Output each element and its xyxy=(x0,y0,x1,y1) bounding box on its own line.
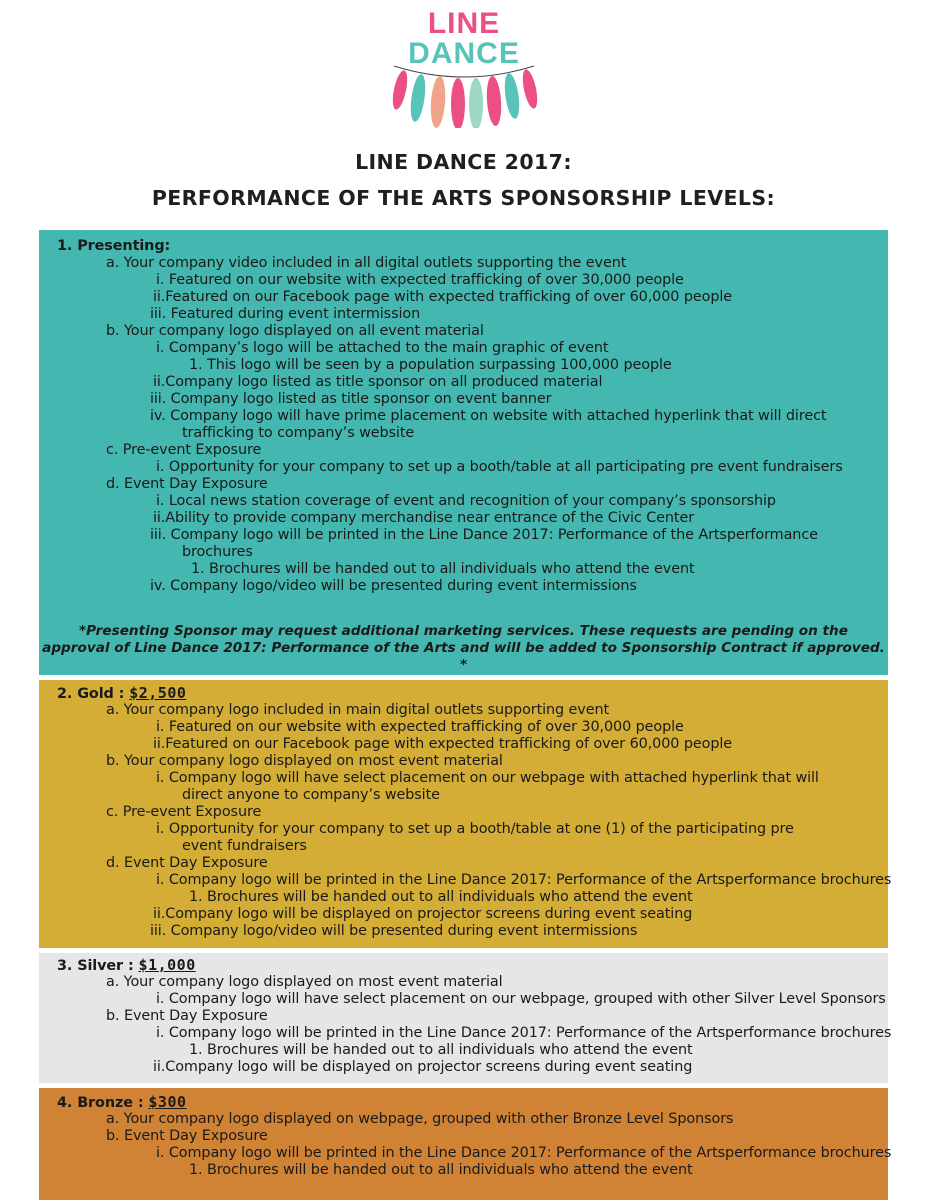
presenting-item: 1. This logo will be seen by a population surpassing 100,000 people xyxy=(189,357,672,373)
page-title-line-2: PERFORMANCE OF THE ARTS SPONSORSHIP LEVELS: xyxy=(151,186,776,210)
gold-item: b. Your company logo displayed on most event material xyxy=(106,753,503,769)
presenting-heading: 1. Presenting: xyxy=(57,238,171,254)
presenting-item: iii. Company logo listed as title sponsor on event banner xyxy=(150,391,552,407)
silver-item: 1. Brochures will be handed out to all individuals who attend the event xyxy=(189,1042,693,1058)
gold-level-panel xyxy=(39,680,892,948)
silver-item: b. Event Day Exposure xyxy=(106,1008,268,1024)
presenting-item: a. Your company video included in all digital outlets supporting the event xyxy=(106,255,627,271)
silver-level-panel xyxy=(39,953,892,1083)
gold-item: event fundraisers xyxy=(182,838,307,854)
presenting-item: iv. Company logo will have prime placement on website with attached hyperlink that will direct xyxy=(150,408,827,424)
gold-item: i. Featured on our website with expected trafficking of over 30,000 people xyxy=(156,719,684,735)
silver-item: ii.Company logo will be displayed on projector screens during event seating xyxy=(153,1059,693,1075)
gold-item: ii.Featured on our Facebook page with expected trafficking of over 60,000 people xyxy=(153,736,733,752)
bronze-item: 1. Brochures will be handed out to all individuals who attend the event xyxy=(189,1162,693,1178)
bronze-heading-label: 4. Bronze : xyxy=(57,1095,149,1111)
gold-item: a. Your company logo included in main digital outlets supporting event xyxy=(106,702,610,718)
presenting-item: brochures xyxy=(182,544,253,560)
presenting-item: iv. Company logo/video will be presented during event intermissions xyxy=(150,578,637,594)
presenting-item: iii. Featured during event intermission xyxy=(150,306,421,322)
gold-item: d. Event Day Exposure xyxy=(106,855,268,871)
presenting-item: trafficking to company’s website xyxy=(182,425,415,441)
gold-item: ii.Company logo will be displayed on projector screens during event seating xyxy=(153,906,693,922)
presenting-note-line-2: approval of Line Dance 2017: Performance of the Arts and will be added to Sponsorship Contract if approved. * xyxy=(42,640,885,673)
silver-item: i. Company logo will be printed in the Line Dance 2017: Performance of the Artsperformance brochures xyxy=(156,1025,892,1041)
bronze-item: i. Company logo will be printed in the Line Dance 2017: Performance of the Artsperformance brochures xyxy=(156,1145,892,1161)
presenting-item: ii.Company logo listed as title sponsor on all produced material xyxy=(153,374,603,390)
bronze-item: a. Your company logo displayed on webpage, grouped with other Bronze Level Sponsors xyxy=(106,1111,734,1127)
bronze-level-panel xyxy=(39,1088,892,1200)
presenting-item: i. Company’s logo will be attached to the main graphic of event xyxy=(156,340,609,356)
presenting-note-line-1: *Presenting Sponsor may request additional marketing services. These requests are pending on the xyxy=(79,623,848,639)
gold-item: 1. Brochures will be handed out to all individuals who attend the event xyxy=(189,889,693,905)
gold-price: $2,500 xyxy=(129,684,187,702)
presenting-level-panel xyxy=(39,230,888,675)
silver-heading xyxy=(57,957,196,975)
presenting-item: 1. Brochures will be handed out to all individuals who attend the event xyxy=(191,561,695,577)
bronze-item: b. Event Day Exposure xyxy=(106,1128,268,1144)
silver-item: a. Your company logo displayed on most event material xyxy=(106,974,503,990)
logo-line-text: LINE xyxy=(427,7,501,40)
gold-item: i. Company logo will have select placement on our webpage with attached hyperlink that will xyxy=(156,770,819,786)
presenting-item: i. Opportunity for your company to set up a booth/table at all participating pre event fundraisers xyxy=(156,459,843,475)
presenting-item: iii. Company logo will be printed in the Line Dance 2017: Performance of the Artsperformance xyxy=(150,527,818,543)
silver-price: $1,000 xyxy=(138,956,196,974)
gold-item: c. Pre-event Exposure xyxy=(106,804,262,820)
gold-item: iii. Company logo/video will be presented during event intermissions xyxy=(150,923,638,939)
logo-dance-text: DANCE xyxy=(408,37,520,70)
gold-heading xyxy=(57,685,186,703)
gold-item: i. Opportunity for your company to set up a booth/table at one (1) of the participating pre xyxy=(156,821,794,837)
presenting-item: b. Your company logo displayed on all event material xyxy=(106,323,484,339)
gold-item: direct anyone to company’s website xyxy=(182,787,440,803)
line-dance-logo xyxy=(380,6,548,128)
presenting-item: i. Featured on our website with expected trafficking of over 30,000 people xyxy=(156,272,684,288)
page-title-line-1: LINE DANCE 2017: xyxy=(355,150,572,174)
bronze-price: $300 xyxy=(148,1093,187,1111)
gold-item: i. Company logo will be printed in the Line Dance 2017: Performance of the Artsperformance brochures xyxy=(156,872,892,888)
presenting-item: ii.Ability to provide company merchandise near entrance of the Civic Center xyxy=(153,510,695,526)
presenting-item: ii.Featured on our Facebook page with expected trafficking of over 60,000 people xyxy=(153,289,733,305)
presenting-item: d. Event Day Exposure xyxy=(106,476,268,492)
bronze-heading xyxy=(57,1094,187,1112)
silver-heading-label: 3. Silver : xyxy=(57,958,139,974)
silver-item: i. Company logo will have select placement on our webpage, grouped with other Silver Level Sponsors xyxy=(156,991,886,1007)
presenting-item: i. Local news station coverage of event and recognition of your company’s sponsorship xyxy=(156,493,776,509)
presenting-item: c. Pre-event Exposure xyxy=(106,442,262,458)
gold-heading-label: 2. Gold : xyxy=(57,686,130,702)
